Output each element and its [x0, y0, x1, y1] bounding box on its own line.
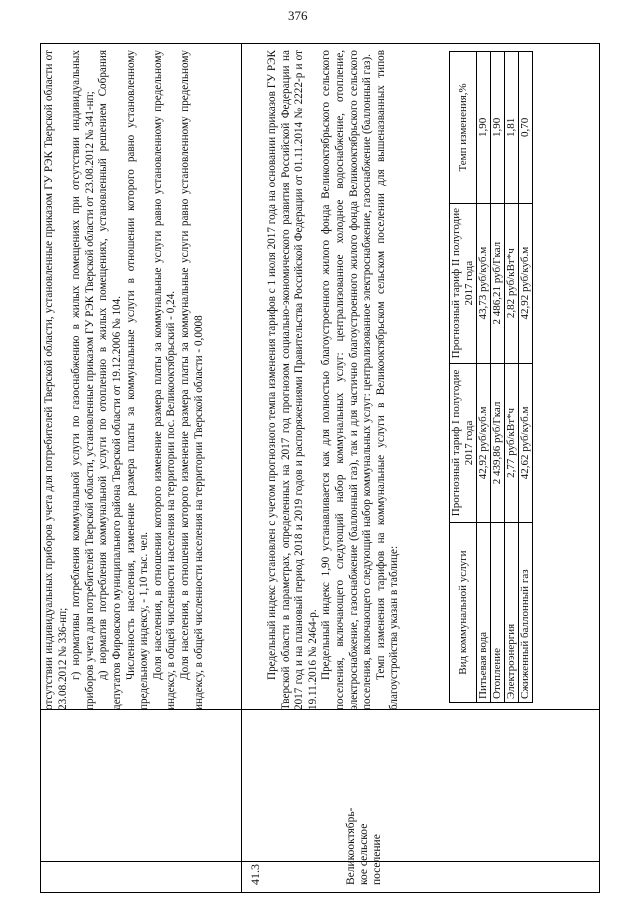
row-divider [241, 44, 242, 892]
paragraph: Предельный индекс установлен с учетом прогнозного темпа изменения тарифов с 1 июля 2017 года на основании приказов ГУ РЭК Тверской области в параметрах, определенных на 2017 год прогнозом социально-экономического развития Российской Федерации на 2017 год и на плановый период 2018 и 2019 годов и распоряжениями Правительства Российской Федерации от 01.11.2014 № 2222-р и от 19.11.2016 № 2464-р. [266, 50, 319, 710]
paragraph: Численность населения, изменение размера платы за коммунальные услуги в отношении которого равно установленному предельному индексу, - 1,10 тыс. чел. [124, 50, 151, 710]
tariff-table [449, 51, 533, 703]
table-row [519, 52, 533, 703]
table-row [491, 52, 505, 703]
table-cell: 2,82 руб/кВт*ч [505, 203, 519, 363]
table-cell: Электроэнергия [505, 523, 519, 703]
table-cell: Отопление [491, 523, 505, 703]
paragraph: Доля населения, в отношении которого изменение размера платы за коммунальные услуги равно установленному предельному индексу, в общей численности населения на территории Тверской области - 0,0008 [178, 50, 205, 710]
paragraph: д) норматив потребления коммунальной услуги по отоплению в жилых помещениях, установленный решением Собрания депутатов Фировского муниципального района Тверской области от 19.12.2006 № 104. [97, 50, 123, 710]
row-number: 41.3 [248, 864, 262, 885]
column-header: Прогнозный тариф II полугодие 2017 года [450, 203, 477, 363]
table-cell: 42,92 руб/куб.м [477, 363, 491, 523]
paragraph: г) нормативы потребления коммунальной услуги по газоснабжению в жилых помещениях при отсутствии индивидуальных приборов учета для потребителей Тверской области, установленные приказом ГУ РЭК Тверской области от 23.08.2012 № 341-нп; [70, 50, 96, 710]
table-cell: 2 486,21 руб/Гкал [491, 203, 505, 363]
table-cell: Сжиженный баллонный газ [519, 523, 533, 703]
table-cell: 42,62 руб/куб.м [519, 363, 533, 523]
table-cell: Питьевая вода [477, 523, 491, 703]
lower-text-block [266, 50, 402, 710]
paragraph: отсутствии индивидуальных приборов учета для потребителей Тверской области, установленные приказом ГУ РЭК Тверской области от 23.08.2012 № 336-нп; [43, 50, 69, 710]
table-cell: 1,90 [477, 52, 491, 204]
column-header: Прогнозный тариф I полугодие 2017 года [450, 363, 477, 523]
upper-text-block [43, 50, 206, 710]
column-header: Темп изменения,% [450, 52, 477, 204]
page-number: 376 [288, 8, 308, 23]
table-cell: 2 439,86 руб/Гкал [491, 363, 505, 523]
table-cell: 1,81 [505, 52, 519, 204]
table-cell: 42,92 руб/куб.м [519, 203, 533, 363]
paragraph: Доля населения, в отношении которого изменение размера платы за коммунальные услуги равно установленному предельному индексу, в общей численности населения на территории пос. Великооктябрьский - 0,24. [151, 50, 178, 710]
column-divider [41, 861, 599, 862]
settlement-name: Великооктябрь-кое сельское поселение [345, 807, 383, 885]
table-cell: 0,70 [519, 52, 533, 204]
paragraph: Темп изменения тарифов на коммунальные услуги в Великооктябрьском сельском поселении для вышеназванных типов благоустройства указан в таблице: [374, 50, 401, 710]
table-header-row [450, 52, 477, 703]
rotated-page [40, 43, 600, 893]
table-cell: 2,77 руб/кВт*ч [505, 363, 519, 523]
table-cell: 43,73 руб/куб.м [477, 203, 491, 363]
table-cell: 1,90 [491, 52, 505, 204]
table-row [477, 52, 491, 703]
column-header: Вид коммунальной услуги [450, 523, 477, 703]
paragraph: Предельный индекс 1,90 устанавливается как для полностью благоустроенного жилого фонда Великооктябрьского сельского поселения, включающего следующий набор коммунальных услуг: централизованное холодное водоснабжение, отопление, электроснабжение, газоснабжение (баллонный газ), так и для частично благоустроенного жилого фонда Великооктябрьского сельского поселения, включающего следующий набор коммунальных услуг: централизованное электроснабжение, газоснабжение (баллонный газ). [320, 50, 374, 710]
table-row [505, 52, 519, 703]
